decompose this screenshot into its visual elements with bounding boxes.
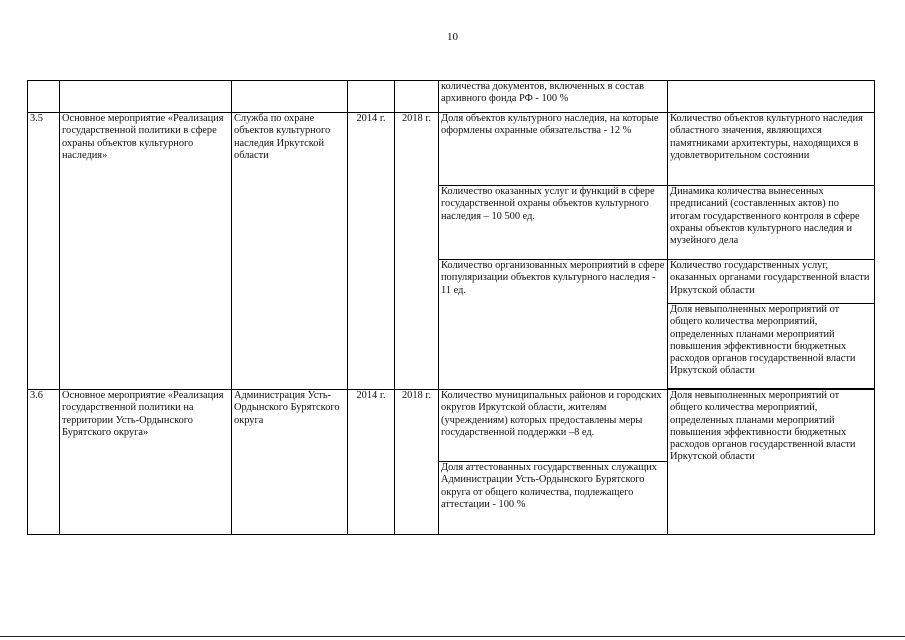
- indicator: Количество организованных мероприятий в сфере популяризации объектов культурного наследия - 11 ед.: [439, 260, 668, 390]
- executor: Администрация Усть-Ордынского Бурятского округа: [232, 390, 348, 535]
- consequence: Динамика количества вынесенных предписаний (составленных актов) по итогам государственного контроля в сфере охраны объектов культурного наследия и музейного дела: [668, 186, 875, 260]
- consequence: Количество объектов культурного наследия областного значения, являющихся памятниками архитектуры, находящихся в удовлетворительном состоянии: [668, 113, 875, 186]
- indicator-cell: количества документов, включенных в состав архивного фонда РФ - 100 %: [439, 81, 668, 113]
- table-row: [28, 81, 875, 113]
- consequence: Доля невыполненных мероприятий от общего количества мероприятий, определенных планами мероприятий повышения эффективности бюджетных расходов органов государственной власти Иркутской области: [668, 304, 875, 389]
- start-year: 2014 г.: [348, 113, 395, 390]
- row-number: 3.5: [28, 113, 60, 390]
- executor-cell: [232, 81, 348, 113]
- row-number: 3.6: [28, 390, 60, 535]
- indicator: Доля объектов культурного наследия, на которые оформлены охранные обязательства - 12 %: [439, 113, 668, 186]
- indicator: Количество муниципальных районов и городских округов Иркутской области, жителям (учреждениям) которых предоставлены меры государственной поддержки –8 ед.: [439, 390, 668, 462]
- table-row: [28, 390, 875, 462]
- num-cell: [28, 81, 60, 113]
- consequence: Доля невыполненных мероприятий от общего количества мероприятий, определенных планами мероприятий повышения эффективности бюджетных расходов органов государственной власти Иркутской области: [668, 390, 875, 535]
- executor: Служба по охране объектов культурного наследия Иркутской области: [232, 113, 348, 390]
- program-activities-table: [27, 80, 875, 535]
- page-bottom-edge: [0, 636, 905, 637]
- activity-name-cell: [60, 81, 232, 113]
- activity-name: Основное мероприятие «Реализация государственной политики в сфере охраны объектов культурного наследия»: [60, 113, 232, 390]
- start-year-cell: [348, 81, 395, 113]
- start-year: 2014 г.: [348, 390, 395, 535]
- activity-name: Основное мероприятие «Реализация государственной политики на территории Усть-Ордынского Бурятского округа»: [60, 390, 232, 535]
- indicator: Количество оказанных услуг и функций в сфере государственной охраны объектов культурного наследия – 10 500 ед.: [439, 186, 668, 260]
- indicator: Доля аттестованных государственных служащих Администрации Усть-Ордынского Бурятского округа от общего количества, подлежащего аттестации - 100 %: [439, 462, 668, 535]
- end-year-cell: [395, 81, 439, 113]
- page-number: 10: [447, 31, 458, 43]
- end-year: 2018 г.: [395, 113, 439, 390]
- table-row: [28, 113, 875, 186]
- end-year: 2018 г.: [395, 390, 439, 535]
- consequence-cell: [668, 81, 875, 113]
- consequence: Количество государственных услуг, оказанных органами государственной власти Иркутской области: [668, 260, 875, 304]
